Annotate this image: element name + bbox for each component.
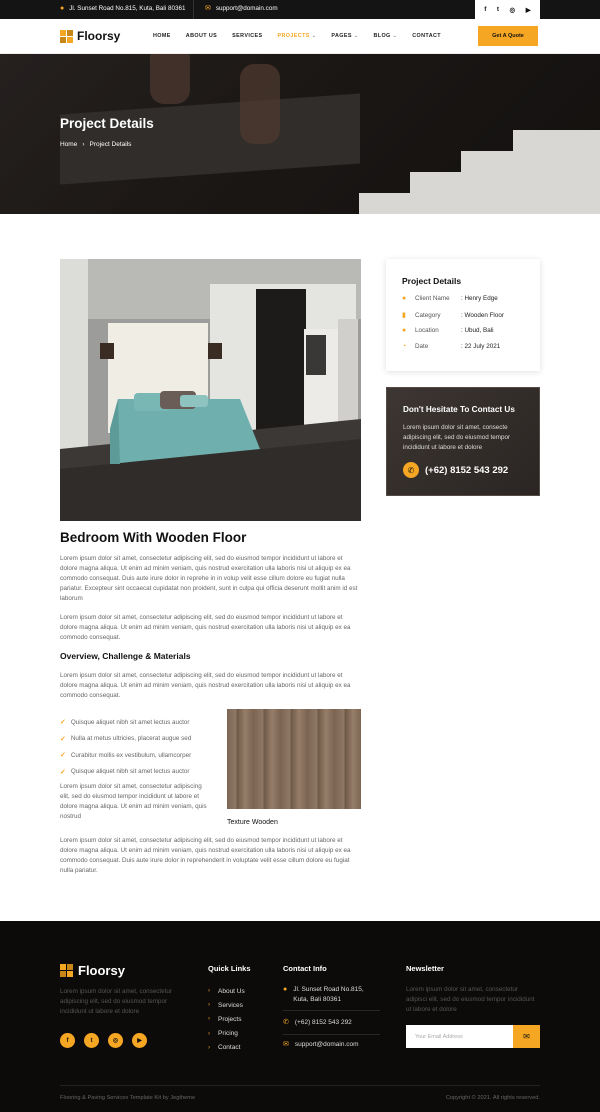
- texture-wooden-image: [227, 709, 361, 809]
- quick-links-heading: Quick Links: [208, 964, 251, 973]
- detail-row-category: [402, 311, 504, 319]
- nav-blog-label: BLOG: [373, 33, 391, 39]
- location-pin-icon: ●: [402, 327, 407, 334]
- breadcrumb: [60, 141, 131, 148]
- card-title: Project Details: [402, 276, 462, 286]
- nav-services-label: SERVICES: [232, 33, 263, 39]
- project-description-3: Lorem ipsum dolor sit amet, consectetur adipiscing elit, sed do eiusmod tempor incididunt ut labore et dolore magna aliqua. Ut enim ad minim veniam, quis nostrud exercitation ulla laboris nisi ut aliquip ex ea commodo consequat.: [60, 672, 351, 699]
- nav-about-label: ABOUT US: [185, 33, 218, 39]
- detail-key: Location: [415, 327, 439, 334]
- nav-home[interactable]: [153, 33, 171, 39]
- phone-number[interactable]: (+62) 8152 543 292: [425, 464, 509, 476]
- list-item: [60, 747, 191, 764]
- site-footer: [0, 921, 600, 1112]
- contact-phone[interactable]: [403, 462, 508, 478]
- facebook-icon[interactable]: f: [60, 1033, 75, 1048]
- location-pin-icon: ●: [60, 5, 65, 12]
- chevron-right-icon: ›: [208, 1030, 210, 1037]
- page-hero: [0, 54, 600, 214]
- chevron-down-icon: ⌄: [392, 33, 398, 39]
- texture-caption: Texture Wooden: [227, 819, 278, 826]
- chevron-right-icon: ›: [208, 988, 210, 995]
- list-item: [60, 764, 191, 781]
- check-icon: ✓: [60, 752, 66, 760]
- phone-icon: ✆: [283, 1019, 289, 1026]
- detail-value: : Wooden Floor: [461, 311, 504, 319]
- breadcrumb-current: Project Details: [89, 141, 132, 148]
- nav-pages-label: PAGES: [331, 33, 352, 39]
- footer-divider: [283, 1034, 380, 1035]
- bedroom-illustration: [60, 259, 361, 521]
- nav-projects[interactable]: [278, 33, 317, 39]
- chevron-right-icon: ›: [82, 141, 85, 148]
- detail-value: : Ubud, Bali: [461, 327, 494, 334]
- nav-blog[interactable]: [373, 33, 397, 39]
- nav-home-label: HOME: [153, 33, 171, 39]
- footer-credit: Flooring & Paving Services Template Kit by Jegtheme: [60, 1095, 196, 1101]
- footer-phone[interactable]: [283, 1018, 380, 1028]
- footer-link-label: Pricing: [218, 1030, 238, 1038]
- list-item-text: Nulla at metus ultricies, placerat augue sed: [70, 735, 192, 743]
- list-item-text: Curabitur mollis ex vestibulum, ullamcorper: [70, 751, 192, 759]
- detail-value: : 22 July 2021: [461, 343, 501, 350]
- detail-row-date: [402, 343, 500, 350]
- mail-icon: ✉: [523, 1032, 530, 1041]
- top-bar: [0, 0, 600, 19]
- twitter-icon[interactable]: t: [496, 6, 500, 13]
- breadcrumb-home[interactable]: Home: [60, 141, 78, 148]
- file-icon: ▮: [402, 312, 406, 319]
- list-item: [60, 731, 191, 748]
- footer-link-about[interactable]: [208, 984, 245, 998]
- detail-row-client: [402, 295, 498, 302]
- topbar-address-text: Jl. Sunset Road No.815, Kuta, Bali 80361: [69, 5, 186, 12]
- topbar-social: [475, 0, 540, 19]
- clock-icon: ◔: [402, 343, 407, 350]
- topbar-divider: [193, 0, 194, 19]
- footer-link-services[interactable]: [208, 998, 245, 1012]
- logo[interactable]: [60, 29, 120, 43]
- nav-about[interactable]: [186, 33, 217, 39]
- contact-title: Don't Hesitate To Contact Us: [403, 405, 515, 414]
- newsletter-heading: Newsletter: [406, 964, 444, 973]
- chevron-down-icon: ⌄: [353, 33, 359, 39]
- footer-link-contact[interactable]: [208, 1041, 245, 1055]
- footer-link-projects[interactable]: [208, 1012, 245, 1026]
- footer-bottom-divider: [60, 1085, 540, 1086]
- contact-cta-box: [386, 387, 540, 496]
- footer-social: [60, 1033, 147, 1048]
- footer-copyright: Copyright © 2021. All rights reserved.: [445, 1095, 540, 1101]
- instagram-icon[interactable]: ◎: [509, 6, 516, 14]
- newsletter-text: Lorem ipsum dolor sit amet, consectetur adipisci elit, sed do eiusmod tempor incididunt ut labore et dolore: [406, 986, 535, 1013]
- hero-stair-step: [359, 193, 600, 214]
- project-title: Bedroom With Wooden Floor: [60, 530, 247, 545]
- footer-address: [283, 985, 380, 1005]
- logo-text: Floorsy: [77, 29, 121, 43]
- chevron-right-icon: ›: [208, 1044, 210, 1051]
- location-pin-icon: ●: [283, 986, 288, 993]
- feature-checklist: [60, 714, 191, 780]
- detail-key: Category: [415, 311, 441, 319]
- project-description-1: Lorem ipsum dolor sit amet, consectetur adipiscing elit, sed do eiusmod tempor incididunt ut labore et dolore magna aliqua. Ut enim ad minim veniam, quis nostrud exercitation ulla laboris nisi ut aliquip ex ea commodo consequat. Duis aute irure dolor in reprehe in in volup velit esse cillum dolore eu fugiat nulla pariatur. Excepteur sint occaecat cupidatat non proident, sunt in culpa qui officia deserunt mollit anim id est laborum: [60, 555, 358, 602]
- main-nav: [153, 33, 456, 39]
- twitter-icon[interactable]: t: [84, 1033, 99, 1048]
- contact-text: Lorem ipsum dolor sit amet, consecte adipiscing elit, sed do eiusmod tempor incididunt ut labore et dolore: [403, 424, 511, 451]
- footer-link-label: About Us: [218, 987, 245, 995]
- get-quote-button[interactable]: Get A Quote: [478, 26, 538, 46]
- youtube-icon[interactable]: ▶: [132, 1033, 147, 1048]
- footer-link-label: Projects: [218, 1015, 242, 1023]
- footer-link-label: Services: [218, 1001, 243, 1009]
- footer-about: Lorem ipsum dolor sit amet, consectetur adipiscing elit, sed do eiusmod tempor incididunt ut labore et dolore: [60, 988, 172, 1015]
- detail-key: Date: [415, 343, 429, 350]
- footer-link-label: Contact: [218, 1044, 241, 1052]
- chevron-down-icon: ⌄: [311, 33, 317, 39]
- footer-link-pricing[interactable]: [208, 1027, 245, 1041]
- topbar-email[interactable]: [205, 5, 278, 12]
- users-icon: ●: [402, 295, 407, 302]
- logo-mark-icon: [60, 964, 74, 978]
- project-details-card: [386, 259, 540, 371]
- chevron-right-icon: ›: [208, 1016, 210, 1023]
- project-main-image: [60, 259, 361, 521]
- project-description-4: Lorem ipsum dolor sit amet, consectetur adipiscing elit, sed do eiusmod tempor incididunt ut labore et dolore magna aliqua. Ut enim ad minim veniam, quis nostrud: [60, 783, 207, 820]
- topbar-email-text[interactable]: support@domain.com: [215, 5, 278, 12]
- quick-links: [208, 984, 245, 1055]
- contact-info-heading: Contact Info: [283, 964, 327, 973]
- topbar-address: [60, 5, 185, 12]
- list-item: [60, 714, 191, 731]
- nav-pages[interactable]: [331, 33, 358, 39]
- detail-value: : Henry Edge: [461, 295, 498, 302]
- project-description-2: Lorem ipsum dolor sit amet, consectetur adipiscing elit, sed do eiusmod tempor incididunt ut labore et dolore magna aliqua. Ut enim ad minim veniam, quis nostrud exercitation ulla laboris nisi ut aliquip ex ea commodo consequat.: [60, 614, 351, 641]
- check-icon: ✓: [60, 735, 66, 743]
- youtube-icon[interactable]: ▶: [525, 6, 531, 14]
- check-icon: ✓: [60, 719, 66, 727]
- nav-services[interactable]: [232, 33, 262, 39]
- section-subtitle: Overview, Challenge & Materials: [60, 651, 191, 661]
- logo-mark-icon: [60, 30, 73, 43]
- page-title: Project Details: [60, 116, 154, 131]
- newsletter-submit-button[interactable]: [513, 1025, 540, 1048]
- mail-icon: ✉: [283, 1041, 289, 1048]
- mail-icon: ✉: [205, 5, 211, 12]
- site-header: [0, 19, 600, 54]
- detail-key: Client Name: [415, 295, 450, 302]
- facebook-icon[interactable]: f: [484, 6, 487, 13]
- instagram-icon[interactable]: ◎: [108, 1033, 123, 1048]
- phone-icon: ✆: [403, 462, 419, 478]
- footer-email-text[interactable]: support@domain.com: [294, 1041, 359, 1048]
- list-item-text: Quisque aliquet nibh sit amet lectus auctor: [70, 768, 190, 776]
- check-icon: ✓: [60, 768, 66, 776]
- nav-contact-label: CONTACT: [412, 33, 441, 39]
- footer-logo[interactable]: [60, 963, 125, 978]
- list-item-text: Quisque aliquet nibh sit amet lectus auctor: [70, 718, 190, 726]
- nav-projects-label: PROJECTS: [277, 33, 310, 39]
- chevron-right-icon: ›: [208, 1002, 210, 1009]
- nav-contact[interactable]: [412, 33, 441, 39]
- newsletter-email-input[interactable]: Your Email Address: [406, 1025, 513, 1048]
- footer-email[interactable]: [283, 1040, 380, 1050]
- footer-address-text: Jl. Sunset Road No.815, Kuta, Bali 80361: [293, 986, 364, 1003]
- footer-phone-text[interactable]: (+62) 8152 543 292: [294, 1019, 352, 1026]
- project-description-5: Lorem ipsum dolor sit amet, consectetur adipiscing elit, sed do eiusmod tempor incididunt ut labore et dolore magna aliqua. Ut enim ad minim veniam, quis nostrud exercitation ulla laboris nisi ut aliquip ex ea commodo consequat. Duis aute irure dolor in reprehenderit in voluptate velit esse cillum dolore eu fugiat nulla pariatur.: [60, 837, 351, 874]
- footer-logo-text: Floorsy: [78, 963, 125, 978]
- footer-divider: [283, 1010, 380, 1011]
- detail-row-location: [402, 327, 494, 334]
